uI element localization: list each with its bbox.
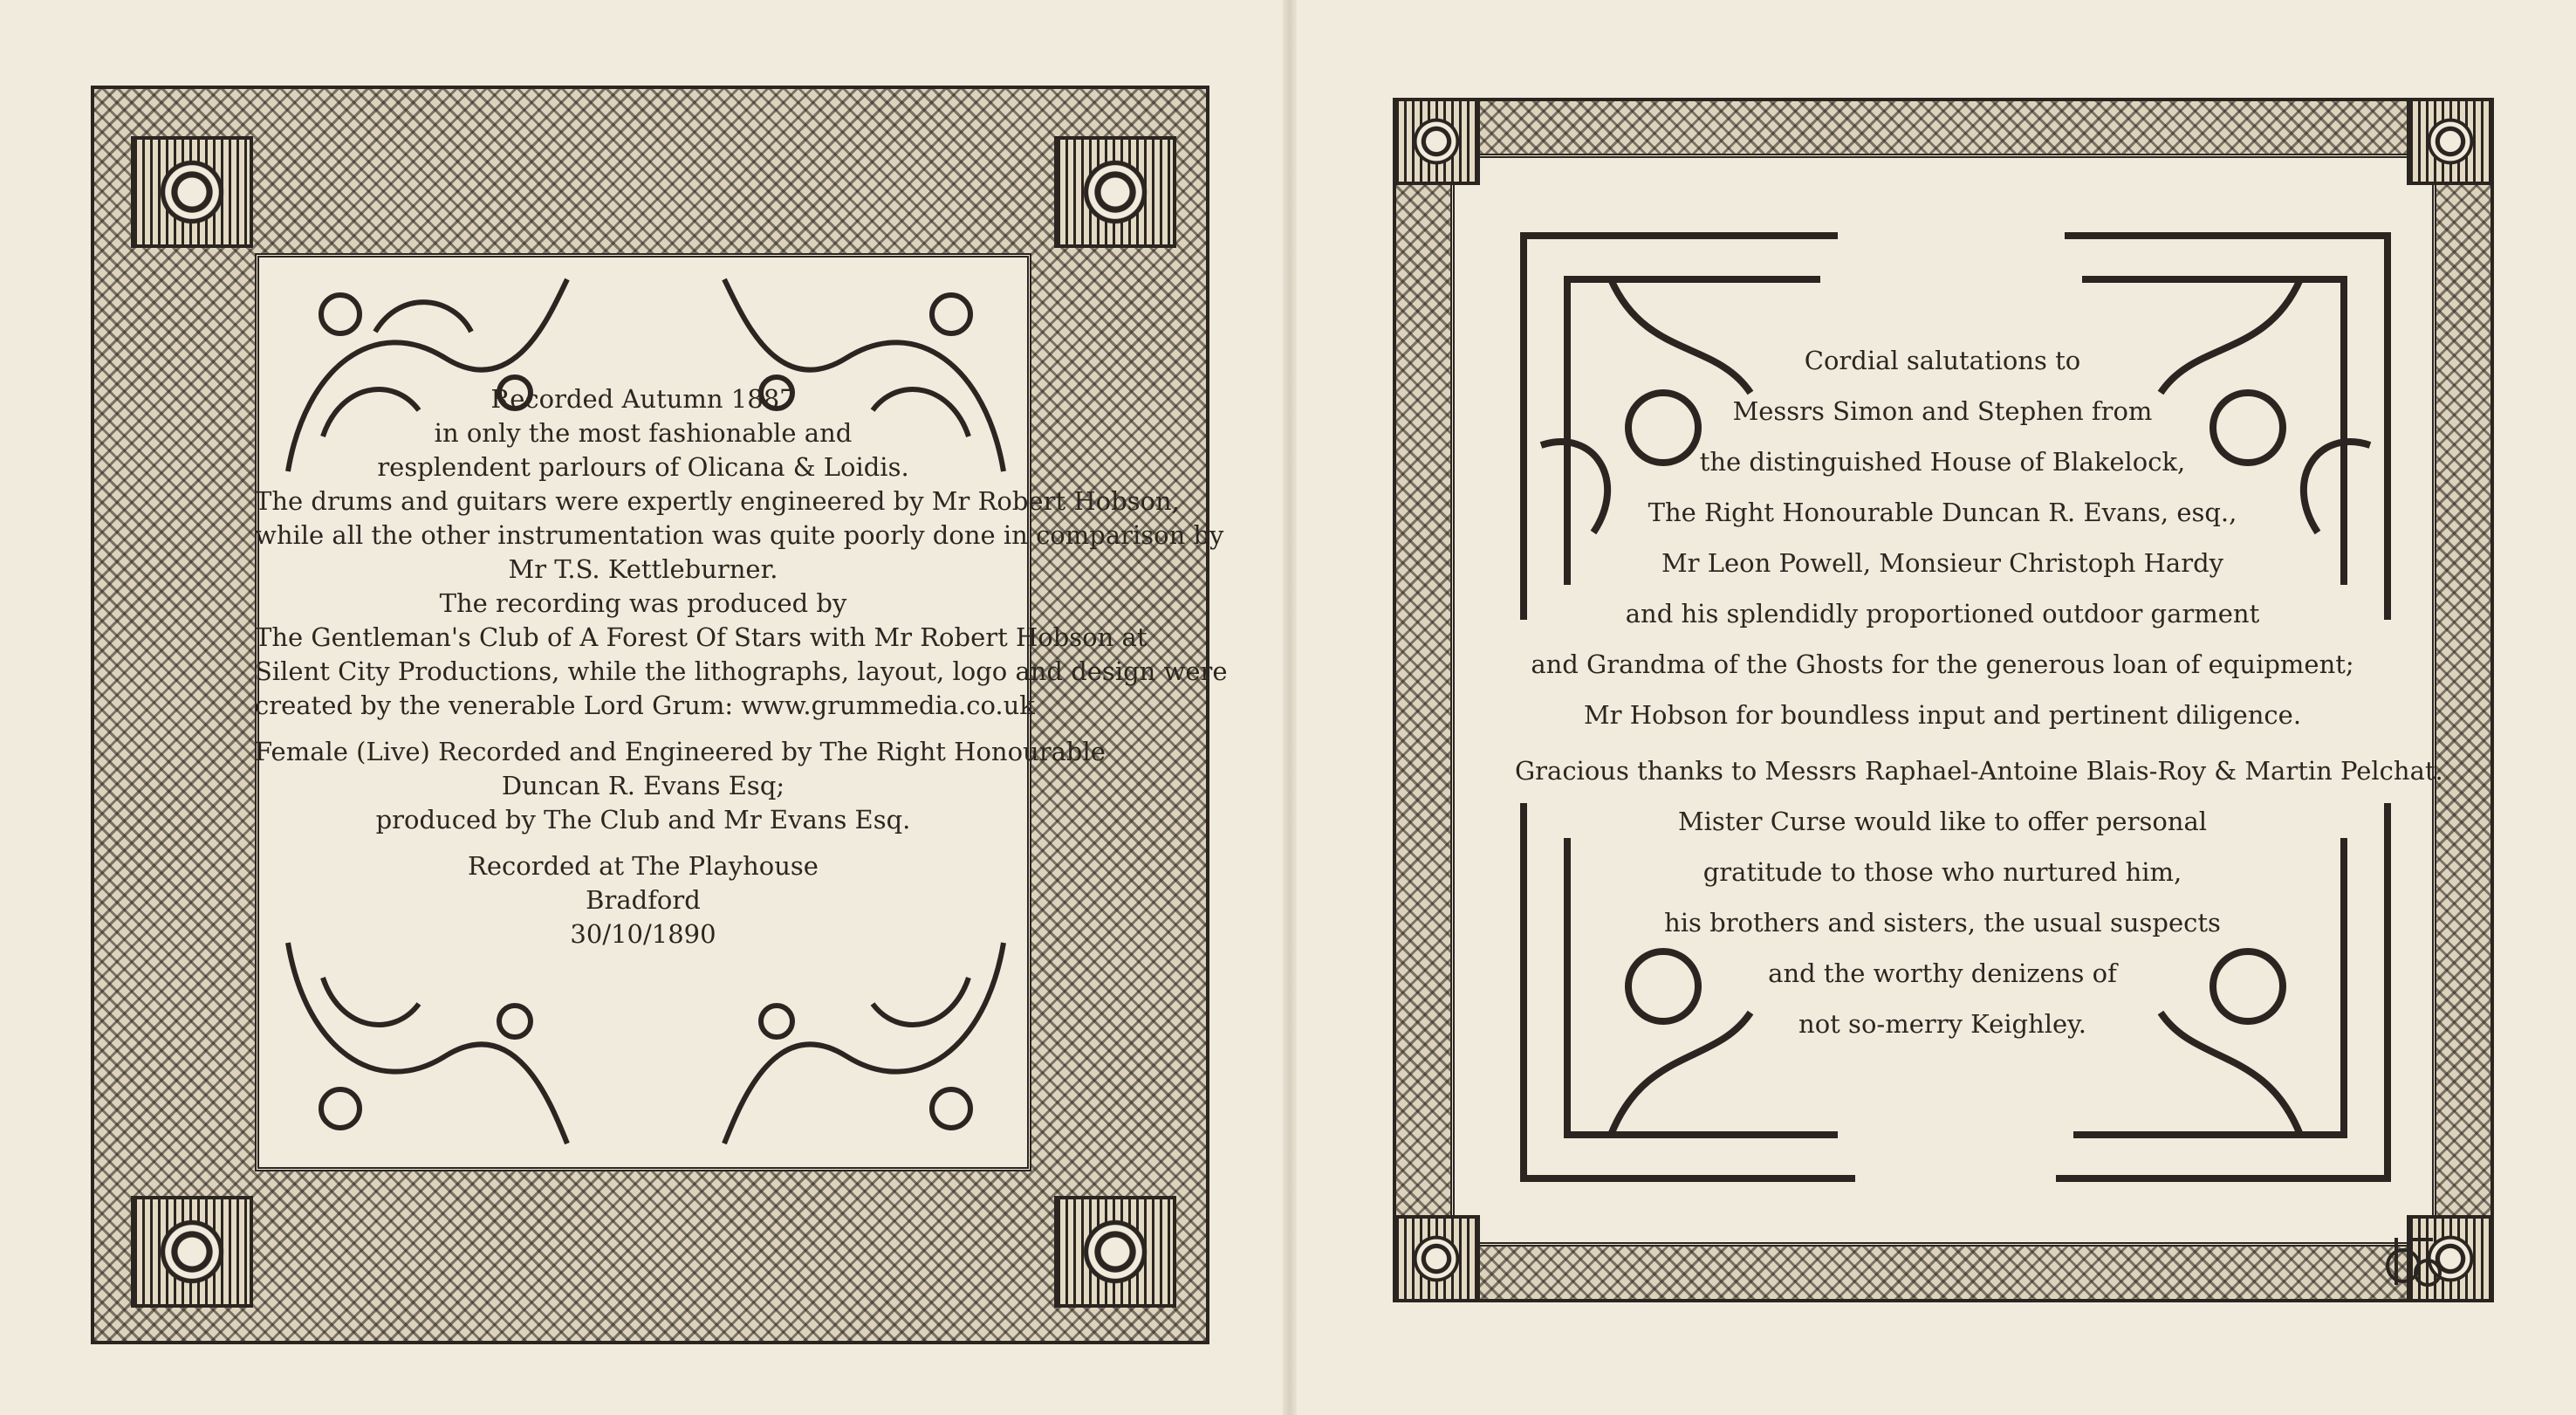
salutation-line: and Grandma of the Ghosts for the generous loan of equipment; [1531, 649, 2354, 679]
location-line: Recorded at The Playhouse [468, 851, 819, 881]
corner-rosette-top-left [131, 136, 253, 248]
salutation-line: Mr Leon Powell, Monsieur Christoph Hardy [1661, 548, 2224, 578]
corner-rosette-bottom-left [1393, 1215, 1480, 1302]
credit-line: Silent City Productions, while the lithographs, layout, logo and design were [255, 656, 1228, 686]
right-page [1297, 0, 2576, 1415]
right-salutations-text [1515, 335, 2443, 1049]
female-credit-line: Duncan R. Evans Esq; [501, 771, 785, 800]
thanks-line: gratitude to those who nurtured him, [1702, 857, 2182, 887]
female-credit-line: produced by The Club and Mr Evans Esq. [375, 805, 911, 835]
left-credits-text [255, 382, 1228, 951]
location-line: Bradford [586, 885, 701, 915]
credit-line: Recorded Autumn 1887 [490, 384, 796, 414]
salutation-line: Mr Hobson for boundless input and pertinent diligence. [1583, 700, 2302, 730]
salutation-line: Messrs Simon and Stephen from [1732, 396, 2153, 426]
credit-line: The Gentleman's Club of A Forest Of Stars with Mr Robert Hobson at [255, 622, 1148, 652]
credit-line: in only the most fashionable and [434, 418, 853, 448]
location-line: 30/10/1890 [570, 919, 716, 949]
corner-rosette-top-right [1054, 136, 1176, 248]
thanks-line: and the worthy denizens of [1768, 958, 2117, 988]
corner-rosette-top-left [1393, 98, 1480, 185]
booklet-spine-gutter [1283, 0, 1297, 1415]
female-credit-line: Female (Live) Recorded and Engineered by The Right Honourable [255, 737, 1106, 766]
salutation-line: Cordial salutations to [1804, 346, 2081, 375]
credit-line: The recording was produced by [439, 588, 847, 618]
salutation-line: and his splendidly proportioned outdoor garment [1625, 599, 2260, 629]
flourish-ornament-bottom-right [716, 925, 1021, 1161]
corner-rosette-top-right [2407, 98, 2494, 185]
thanks-line: not so-merry Keighley. [1798, 1009, 2086, 1039]
thanks-line: Mister Curse would like to offer personal [1677, 807, 2208, 836]
corner-rosette-bottom-left [131, 1196, 253, 1308]
credit-line: The drums and guitars were expertly engineered by Mr Robert Hobson, [255, 486, 1180, 516]
corner-rosette-bottom-right [1054, 1196, 1176, 1308]
credit-line: resplendent parlours of Olicana & Loidis. [377, 452, 909, 482]
salutation-line: The Right Honourable Duncan R. Evans, esq., [1648, 498, 2237, 527]
credit-line: Mr T.S. Kettleburner. [508, 554, 778, 584]
flourish-ornament-bottom-left [271, 925, 585, 1161]
artist-monogram-icon [2379, 1231, 2449, 1292]
credit-line: created by the venerable Lord Grum: www.grummedia.co.uk [255, 690, 1035, 720]
thanks-line: Gracious thanks to Messrs Raphael-Antoine Blais-Roy & Martin Pelchat. [1515, 756, 2443, 786]
credit-line: while all the other instrumentation was quite poorly done in comparison by [255, 520, 1224, 550]
left-page [0, 0, 1283, 1415]
salutation-line: the distinguished House of Blakelock, [1699, 447, 2186, 477]
thanks-line: his brothers and sisters, the usual suspects [1664, 908, 2221, 938]
